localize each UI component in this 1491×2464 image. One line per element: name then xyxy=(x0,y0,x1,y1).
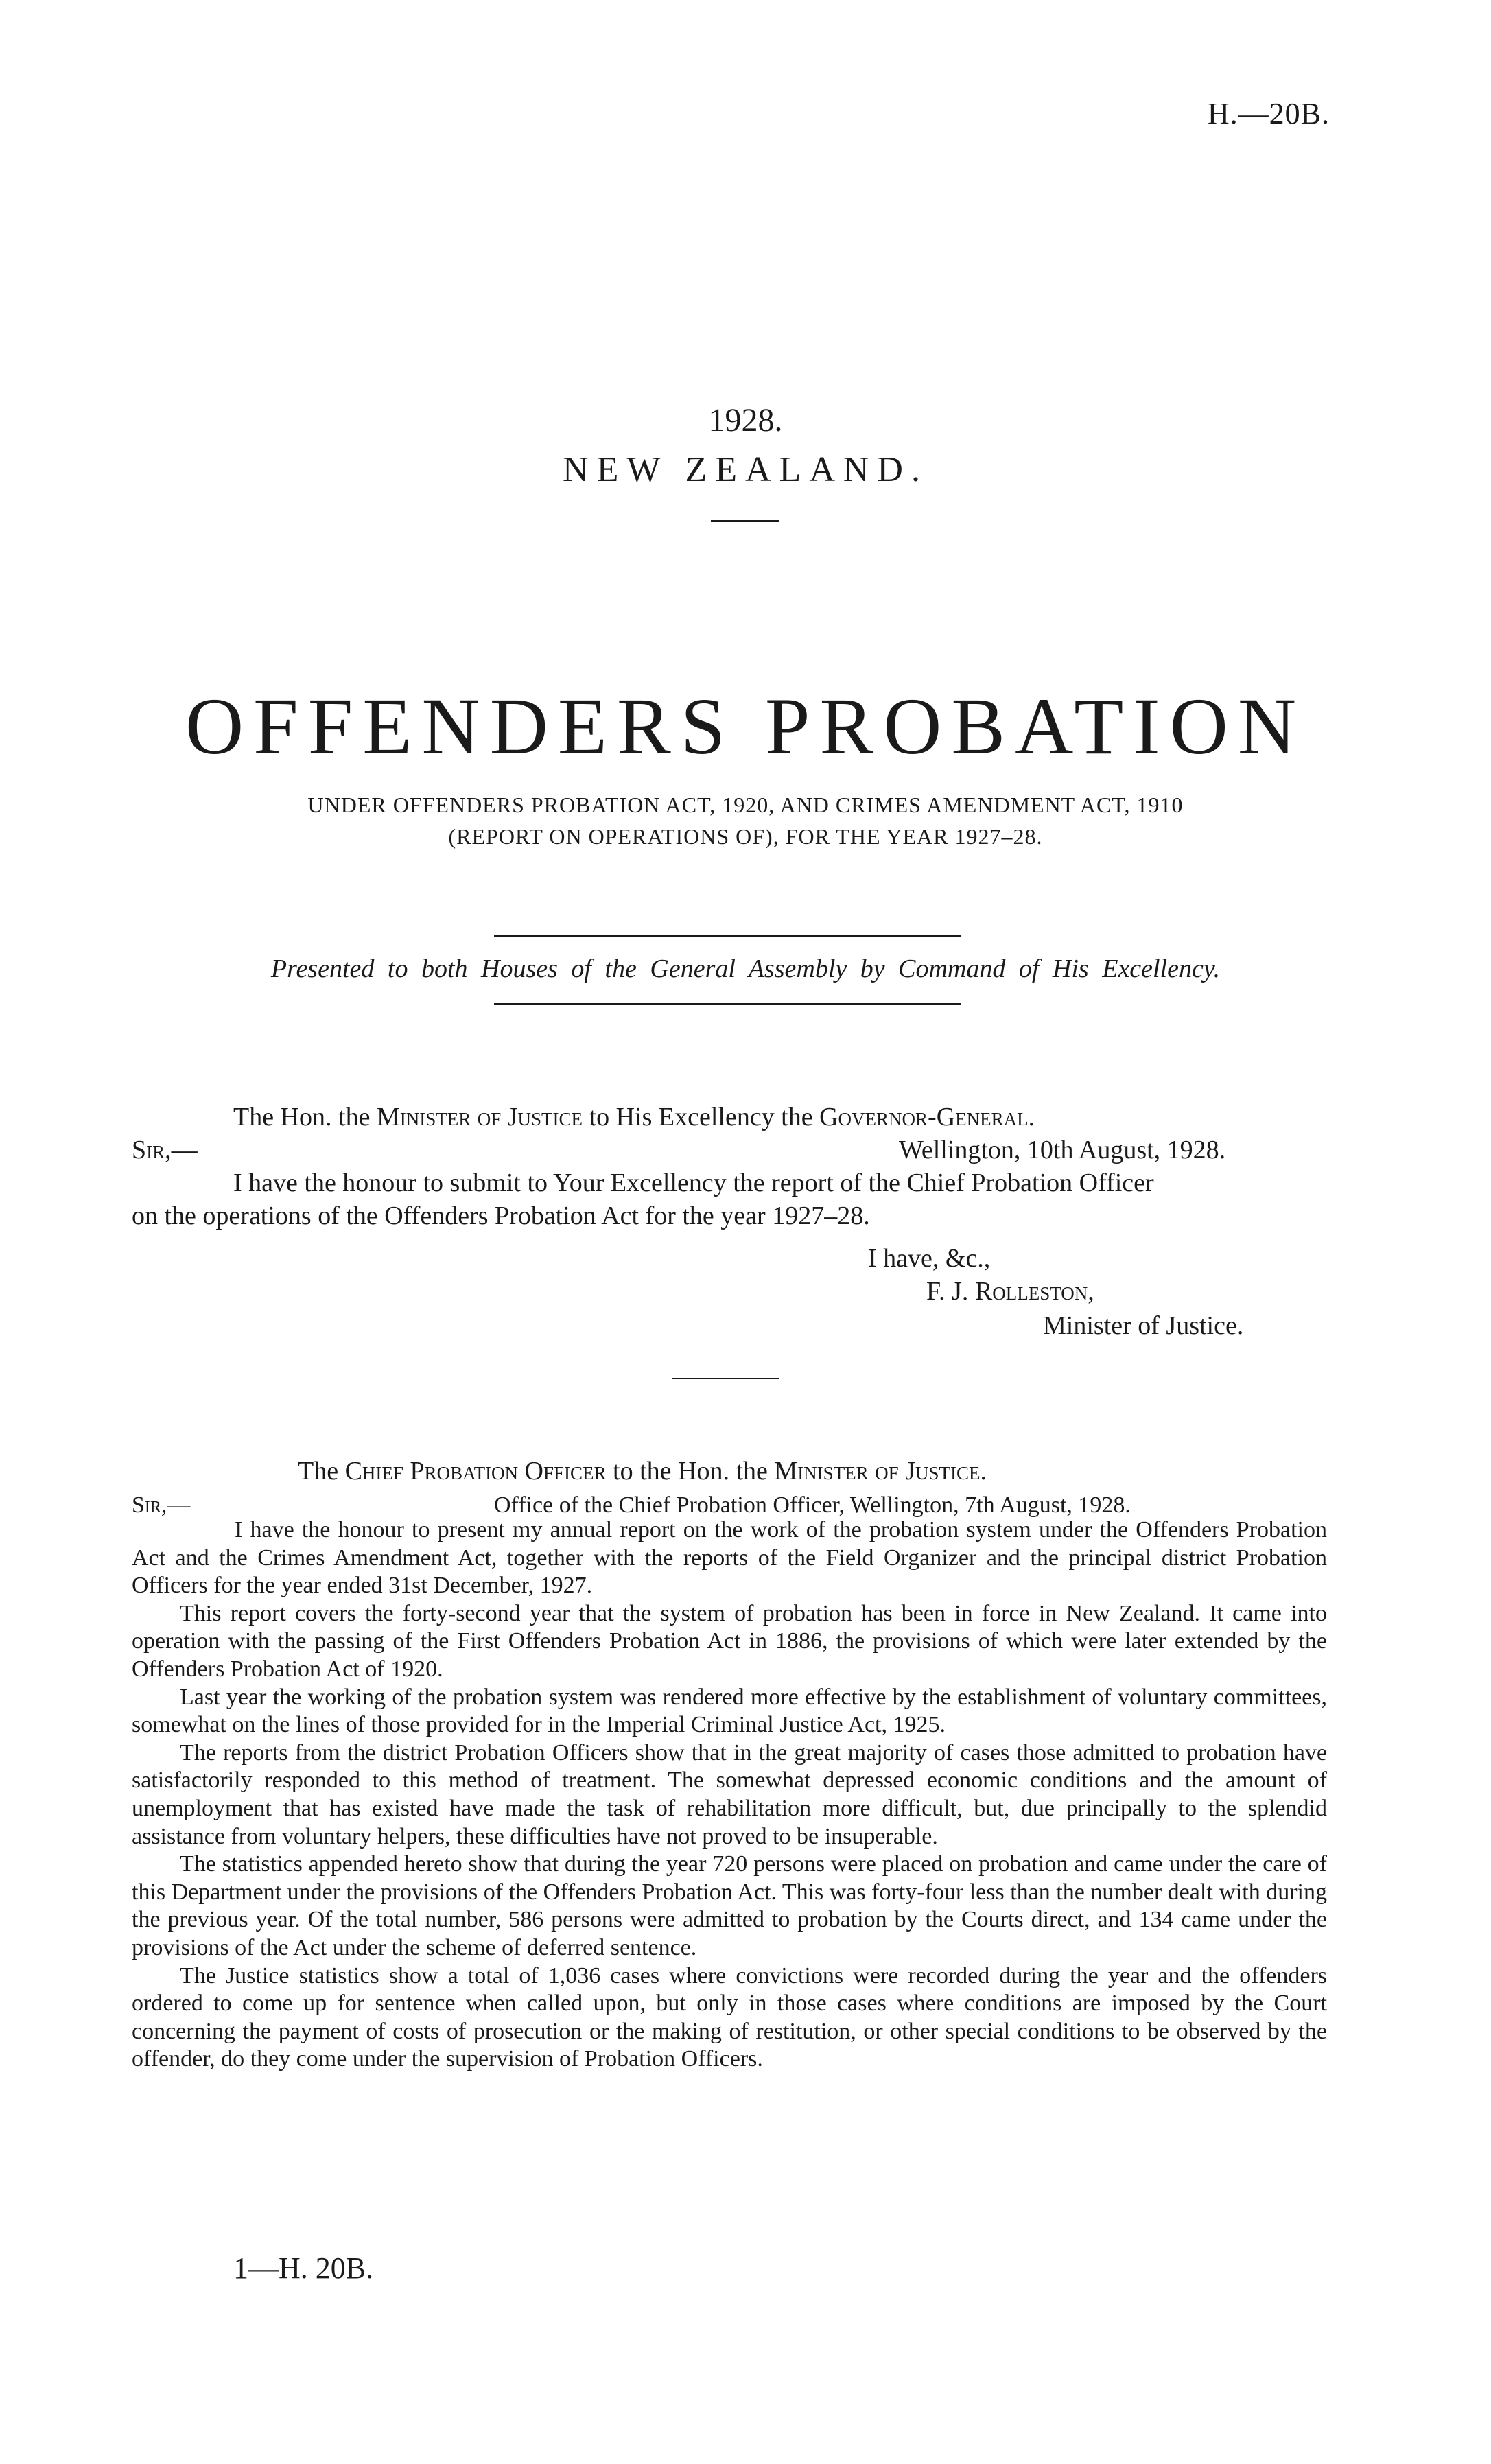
letter1-closing: I have, &c., xyxy=(868,1244,991,1273)
letter2-salutation: Sir,— xyxy=(132,1492,191,1518)
letter2-sender: Chief Probation Officer xyxy=(344,1457,607,1486)
letter1-heading-mid: to His Excellency the xyxy=(589,1103,813,1131)
body-paragraph: The reports from the district Probation Officers show that in the great majority of cases those admitted to probation have satisfactorily responded to this method of treatment. The somewhat depressed economic conditions and the amount of unemployment that has existed have made the task of rehabilitation more difficult, but, due principally to the splendid assistance from voluntary helpers, these difficulties have not proved to be insuperable. xyxy=(132,1739,1327,1849)
body-paragraph: The statistics appended hereto show that during the year 720 persons were placed on probation and came under the care of this Department under the provisions of the Offenders Probation Act. This was forty-four less than the number dealt with during the previous year. Of the total number, 586 persons were admitted to probation by the Courts direct, and 134 came under the provisions of the Act under the scheme of deferred sentence. xyxy=(132,1851,1327,1960)
body-paragraph: Last year the working of the probation system was rendered more effective by the establishment of voluntary committees, somewhat on the lines of those provided for in the Imperial Criminal Justice Act, 1925. xyxy=(132,1684,1327,1738)
letter1-sender: Minister of Justice xyxy=(376,1103,583,1131)
letter2-heading-mid: to the Hon. the xyxy=(613,1457,768,1486)
subtitle-line-2: (REPORT ON OPERATIONS OF), FOR THE YEAR 1927–28. xyxy=(448,824,1043,849)
letter1-recipient: Governor-General. xyxy=(819,1103,1035,1131)
letter1-heading-pre: The Hon. the xyxy=(233,1103,371,1131)
body-paragraph: I have the honour to present my annual report on the work of the probation system under the Offenders Probation Act and the Crimes Amendment Act, together with the reports of the Field Organizer and the principal district Probation Officers for the year ended 31st December, 1927. xyxy=(132,1517,1327,1599)
letter1-heading xyxy=(233,1102,1035,1132)
letter1-body-line-1: I have the honour to submit to Your Excellency the report of the Chief Probation Officer xyxy=(233,1169,1154,1197)
presented-top-rule xyxy=(494,935,961,937)
letter2-place-date: Office of the Chief Probation Officer, Wellington, 7th August, 1928. xyxy=(494,1492,1131,1518)
letter1-salutation: Sir,— xyxy=(132,1136,198,1164)
letter2-recipient: Minister of Justice. xyxy=(774,1457,987,1486)
body-paragraph: This report covers the forty-second year that the system of probation has been in force in New Zealand. It came into operation with the passing of the First Offenders Probation Act in 1886, the provisions of which were later extended by the Offenders Probation Act of 1920. xyxy=(132,1600,1327,1682)
letter2-heading xyxy=(298,1456,987,1486)
letter1-body-line-2: on the operations of the Offenders Probation Act for the year 1927–28. xyxy=(132,1201,870,1230)
letter2-body xyxy=(132,1516,1327,2074)
letter1-signatory-title: Minister of Justice. xyxy=(1043,1311,1244,1340)
document-title: OFFENDERS PROBATION xyxy=(185,681,1306,771)
subtitle-line-1: UNDER OFFENDERS PROBATION ACT, 1920, AND CRIMES AMENDMENT ACT, 1910 xyxy=(307,793,1184,817)
letter2-heading-pre: The xyxy=(298,1457,339,1486)
document-reference: H.—20B. xyxy=(1207,97,1330,130)
letter1-place-date: Wellington, 10th August, 1928. xyxy=(899,1136,1226,1164)
presented-statement: Presented to both Houses of the General Assembly by Command of His Excellency. xyxy=(270,954,1221,983)
publication-year: 1928. xyxy=(708,402,783,438)
country-name: NEW ZEALAND. xyxy=(563,450,928,489)
body-paragraph: The Justice statistics show a total of 1,036 cases where convictions were recorded during the year and the offenders ordered to come up for sentence when called upon, but only in those cases where conditions are imposed by the Court concerning the payment of costs of prosecution or the making of restitution, or other special conditions to be observed by the offender, do they come under the supervision of Probation Officers. xyxy=(132,1962,1327,2072)
masthead-divider xyxy=(711,520,779,522)
letter1-signatory: F. J. Rolleston, xyxy=(926,1277,1094,1306)
page-footer-reference: 1—H. 20B. xyxy=(233,2251,374,2285)
letter-divider xyxy=(672,1378,779,1379)
presented-bottom-rule xyxy=(494,1003,961,1005)
document-subtitle xyxy=(0,789,1491,852)
